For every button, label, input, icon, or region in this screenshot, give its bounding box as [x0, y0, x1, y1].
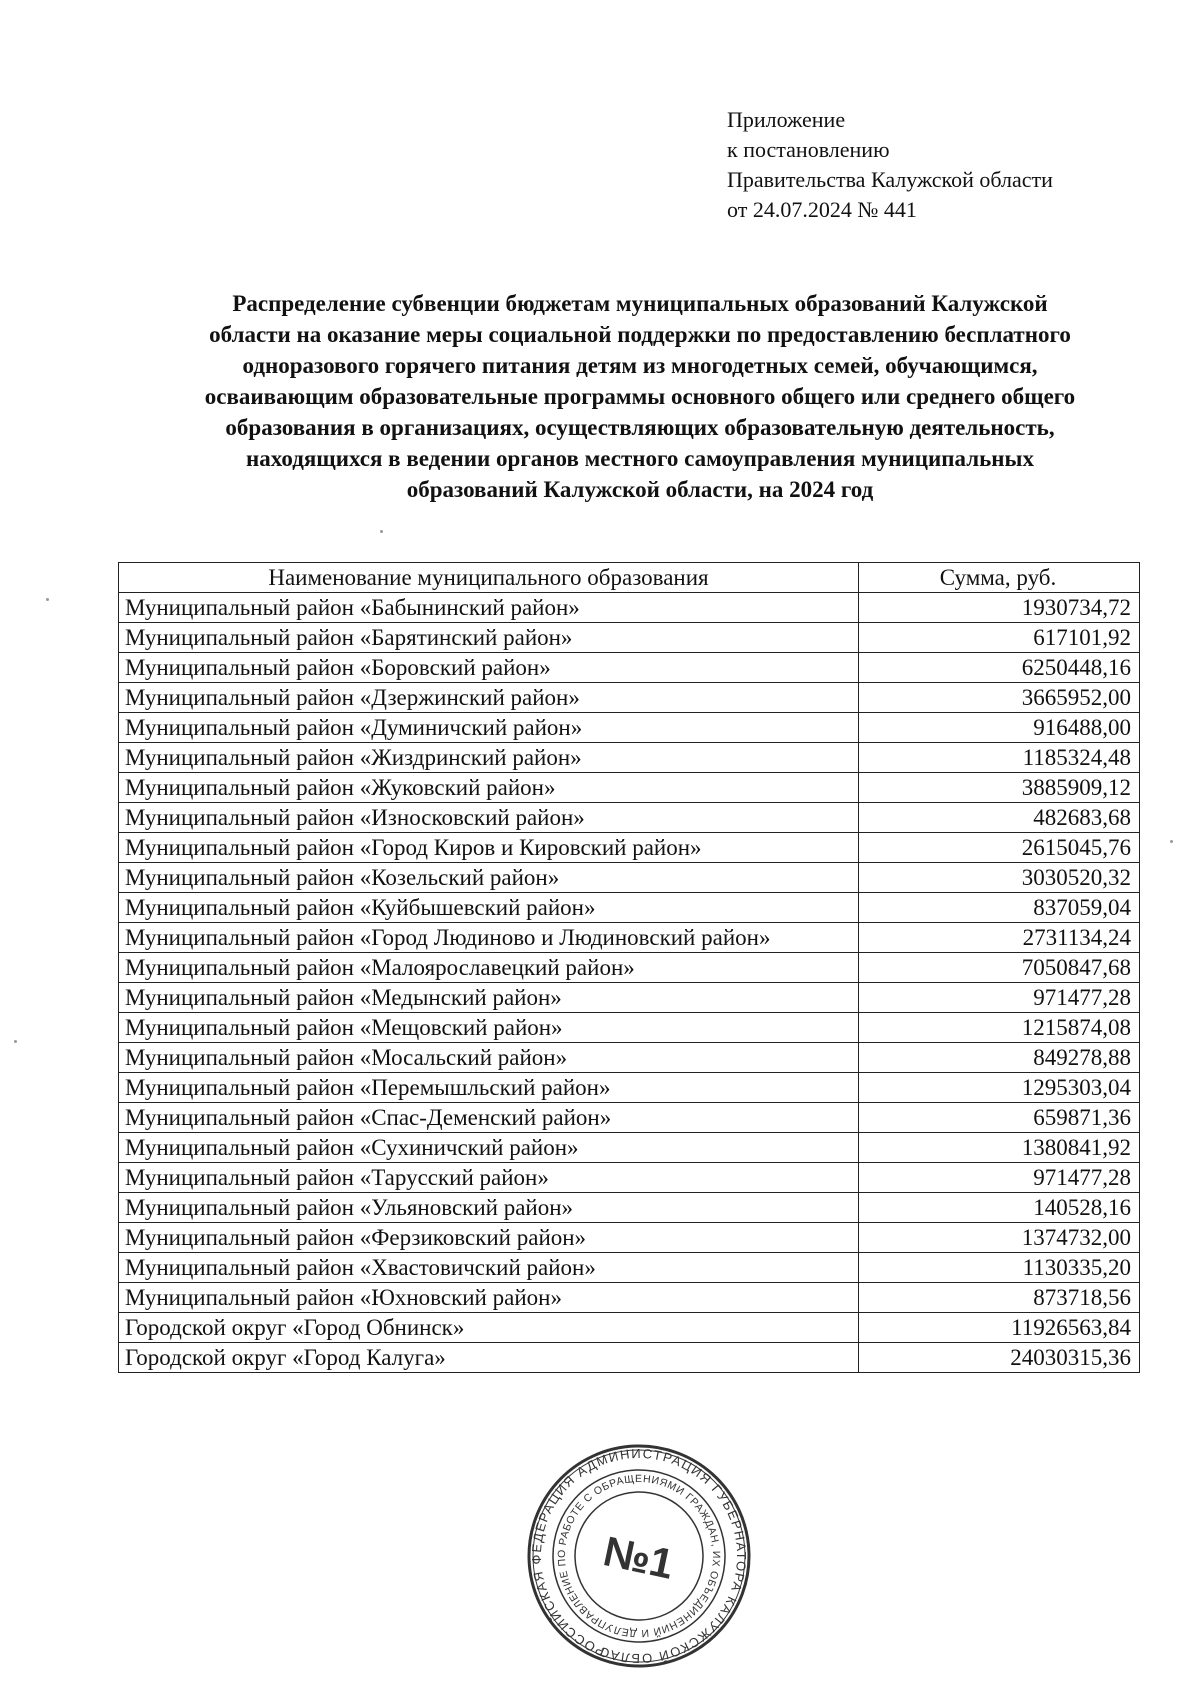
subvention-sum: 1930734,72: [859, 593, 1140, 623]
table-row: [119, 1013, 1140, 1043]
municipality-name: Муниципальный район «Город Людиново и Людиновский район»: [119, 923, 859, 953]
column-header-sum: Сумма, руб.: [859, 563, 1140, 593]
appendix-line: Приложение: [727, 107, 846, 132]
table-row: [119, 893, 1140, 923]
municipality-name: Муниципальный район «Хвастовичский район»: [119, 1253, 859, 1283]
subvention-sum: 659871,36: [859, 1103, 1140, 1133]
column-header-name: Наименование муниципального образования: [119, 563, 859, 593]
table-row: [119, 953, 1140, 983]
seal-outer-text: РОССИЙСКАЯ ФЕДЕРАЦИЯ АДМИНИСТРАЦИЯ ГУБЕРНАТОРА КАЛУЖСКОЙ ОБЛАСТИ: [528, 1445, 750, 1667]
scan-speck: [1170, 840, 1173, 843]
seal-center-number: №1: [599, 1527, 678, 1588]
subvention-sum: 482683,68: [859, 803, 1140, 833]
municipality-name: Муниципальный район «Мосальский район»: [119, 1043, 859, 1073]
subvention-sum: 3030520,32: [859, 863, 1140, 893]
scan-speck: [14, 1040, 17, 1043]
title-line: находящихся в ведении органов местного самоуправления муниципальных: [245, 446, 1035, 471]
subvention-sum: 1185324,48: [859, 743, 1140, 773]
municipality-name: Муниципальный район «Барятинский район»: [119, 623, 859, 653]
table-row: [119, 1223, 1140, 1253]
municipality-name: Муниципальный район «Юхновский район»: [119, 1283, 859, 1313]
subvention-sum: 11926563,84: [859, 1313, 1140, 1343]
subvention-sum: 1295303,04: [859, 1073, 1140, 1103]
table-header-row: [119, 563, 1140, 593]
table-row: [119, 833, 1140, 863]
subvention-sum: 2615045,76: [859, 833, 1140, 863]
municipality-name: Муниципальный район «Перемышльский район»: [119, 1073, 859, 1103]
subvention-sum: 1380841,92: [859, 1133, 1140, 1163]
appendix-date-number: от 24.07.2024 № 441: [727, 197, 917, 222]
municipality-name: Муниципальный район «Жуковский район»: [119, 773, 859, 803]
appendix-block: [727, 105, 1053, 225]
subvention-sum: 3885909,12: [859, 773, 1140, 803]
table-row: [119, 983, 1140, 1013]
title-line: области на оказание меры социальной поддержки по предоставлению бесплатного: [209, 322, 1071, 347]
municipality-name: Муниципальный район «Город Киров и Кировский район»: [119, 833, 859, 863]
municipality-name: Муниципальный район «Износковский район»: [119, 803, 859, 833]
municipality-name: Муниципальный район «Спас-Деменский район»: [119, 1103, 859, 1133]
title-line: образований Калужской области, на 2024 год: [406, 477, 874, 502]
municipality-name: Муниципальный район «Мещовский район»: [119, 1013, 859, 1043]
municipality-name: Муниципальный район «Ферзиковский район»: [119, 1223, 859, 1253]
table-row: [119, 803, 1140, 833]
appendix-line: к постановлению: [727, 137, 890, 162]
municipality-name: Городской округ «Город Обнинск»: [119, 1313, 859, 1343]
scan-speck: [46, 598, 49, 601]
municipality-name: Муниципальный район «Малоярославецкий район»: [119, 953, 859, 983]
title-line: осваивающим образовательные программы основного общего или среднего общего: [204, 384, 1076, 409]
municipality-name: Муниципальный район «Жиздринский район»: [119, 743, 859, 773]
title-line: образования в организациях, осуществляющих образовательную деятельность,: [225, 415, 1055, 440]
table-row: [119, 1313, 1140, 1343]
title-line: Распределение субвенции бюджетам муниципальных образований Калужской: [232, 291, 1048, 316]
seal-inner-text: УПРАВЛЕНИЕ ПО РАБОТЕ С ОБРАЩЕНИЯМИ ГРАЖДАН, ИХ ОБЪЕДИНЕНИЙ И ДЕЛОПРОИЗВОДСТВА: [555, 1472, 723, 1640]
subvention-sum: 873718,56: [859, 1283, 1140, 1313]
table-row: [119, 593, 1140, 623]
subvention-sum: 916488,00: [859, 713, 1140, 743]
table-row: [119, 623, 1140, 653]
scan-speck: [380, 530, 383, 533]
municipality-name: Муниципальный район «Козельский район»: [119, 863, 859, 893]
table-row: [119, 1073, 1140, 1103]
subvention-sum: 1130335,20: [859, 1253, 1140, 1283]
table-row: [119, 1343, 1140, 1373]
table-row: [119, 1163, 1140, 1193]
subvention-sum: 140528,16: [859, 1193, 1140, 1223]
municipality-name: Муниципальный район «Боровский район»: [119, 653, 859, 683]
table-row: [119, 743, 1140, 773]
table-row: [119, 1103, 1140, 1133]
subvention-sum: 971477,28: [859, 983, 1140, 1013]
subvention-sum: 971477,28: [859, 1163, 1140, 1193]
table-row: [119, 683, 1140, 713]
subvention-sum: 1374732,00: [859, 1223, 1140, 1253]
subvention-sum: 3665952,00: [859, 683, 1140, 713]
municipality-name: Городской округ «Город Калуга»: [119, 1343, 859, 1373]
municipality-name: Муниципальный район «Медынский район»: [119, 983, 859, 1013]
municipality-name: Муниципальный район «Дзержинский район»: [119, 683, 859, 713]
subvention-sum: 849278,88: [859, 1043, 1140, 1073]
title-line: одноразового горячего питания детям из многодетных семей, обучающимся,: [242, 353, 1038, 378]
official-seal: [525, 1442, 753, 1670]
subvention-sum: 1215874,08: [859, 1013, 1140, 1043]
appendix-line: Правительства Калужской области: [727, 167, 1053, 192]
subvention-table: [118, 562, 1140, 1373]
table-body: [119, 593, 1140, 1373]
subvention-sum: 617101,92: [859, 623, 1140, 653]
table-row: [119, 1283, 1140, 1313]
municipality-name: Муниципальный район «Думиничский район»: [119, 713, 859, 743]
document-title: [130, 288, 1150, 505]
table-row: [119, 1133, 1140, 1163]
municipality-name: Муниципальный район «Куйбышевский район»: [119, 893, 859, 923]
municipality-name: Муниципальный район «Сухиничский район»: [119, 1133, 859, 1163]
table-row: [119, 1043, 1140, 1073]
municipality-name: Муниципальный район «Бабынинский район»: [119, 593, 859, 623]
table-row: [119, 653, 1140, 683]
table-row: [119, 863, 1140, 893]
table-row: [119, 1253, 1140, 1283]
subvention-sum: 837059,04: [859, 893, 1140, 923]
municipality-name: Муниципальный район «Тарусский район»: [119, 1163, 859, 1193]
table-row: [119, 923, 1140, 953]
table-row: [119, 1193, 1140, 1223]
table-row: [119, 713, 1140, 743]
subvention-sum: 6250448,16: [859, 653, 1140, 683]
municipality-name: Муниципальный район «Ульяновский район»: [119, 1193, 859, 1223]
table-row: [119, 773, 1140, 803]
subvention-sum: 24030315,36: [859, 1343, 1140, 1373]
subvention-sum: 7050847,68: [859, 953, 1140, 983]
subvention-sum: 2731134,24: [859, 923, 1140, 953]
